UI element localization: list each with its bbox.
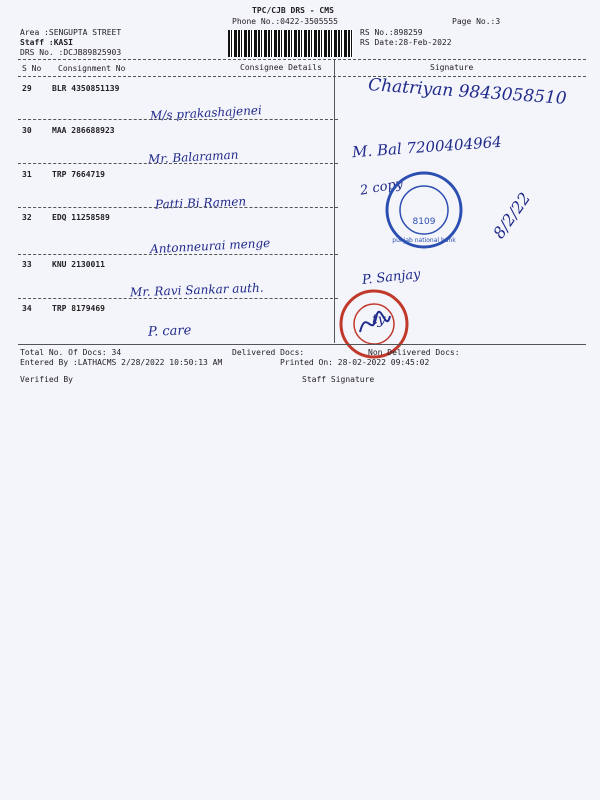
col-consignment: Consignment No [58,64,126,73]
row-signature: P. Sanjay [361,266,422,289]
row-sno: 33 [22,260,32,269]
header-bottom-rule [18,76,586,77]
row-sno: 31 [22,170,32,179]
entered-by: Entered By :LATHACMS 2/28/2022 10:50:13 AM [20,358,223,367]
rs-number: RS No.:898259 [360,28,423,37]
row-consignee: Patti Bi Ramen [154,194,247,212]
row-consignment: BLR 4350851139 [52,84,120,93]
row-consignment: KNU 2130011 [52,260,105,269]
row-signature: Chatriyan 9843058510 [367,75,568,109]
staff-label: Staff :KASI [20,38,73,47]
col-signature: Signature [430,63,474,72]
delivered-docs: Delivered Docs: [232,348,305,357]
footer-rule [18,344,586,345]
row-sno: 29 [22,84,32,93]
row-rule [18,254,338,255]
row-rule [18,298,338,299]
svg-text:punjab national bank: punjab national bank [392,237,456,244]
row-rule [18,119,338,120]
row-rule [18,163,338,164]
bank-stamp-icon [384,170,464,250]
phone-number: Phone No.:0422-3505555 [232,17,338,26]
row-consignment: MAA 286688923 [52,126,115,135]
svg-text:8109: 8109 [412,217,436,227]
col-consignee: Consignee Details [240,63,322,72]
total-docs: Total No. Of Docs: 34 [20,348,122,357]
row-consignee: Mr. Ravi Sankar auth. [129,280,264,300]
row-consignee: M/s prakashajenei [149,103,263,123]
row-consignee: Antonneurai menge [149,235,271,257]
row-rule [18,207,338,208]
non-delivered-docs: Non Delivered Docs: [368,348,460,357]
row-consignee: Mr. Balaraman [147,147,239,167]
row-consignment: EDQ 11258589 [52,213,110,222]
verified-by: Verified By [20,375,73,384]
row-signature: ty [372,312,386,328]
printed-on: Printed On: 28-02-2022 09:45:02 [280,358,430,367]
row-consignment: TRP 7664719 [52,170,105,179]
page-number: Page No.:3 [452,17,501,26]
staff-signature: Staff Signature [302,375,375,384]
row-signature: 8/2/22 [489,188,535,243]
barcode [228,30,353,57]
header-top-rule [18,59,586,60]
drs-number: DRS No. :DCJB89825903 [20,48,122,57]
row-signature: 2 copy [359,176,405,199]
area-label: Area :SENGUPTA STREET [20,28,122,37]
doc-title: TPC/CJB DRS - CMS [252,6,334,15]
col-sno: S No [22,64,42,73]
row-consignee: P. care [147,323,192,340]
row-sno: 34 [22,304,32,313]
rs-date: RS Date:28-Feb-2022 [360,38,452,47]
row-consignment: TRP 8179469 [52,304,105,313]
row-sno: 32 [22,213,32,222]
row-signature: M. Bal 7200404964 [351,132,503,162]
row-sno: 30 [22,126,32,135]
column-divider [334,60,335,343]
